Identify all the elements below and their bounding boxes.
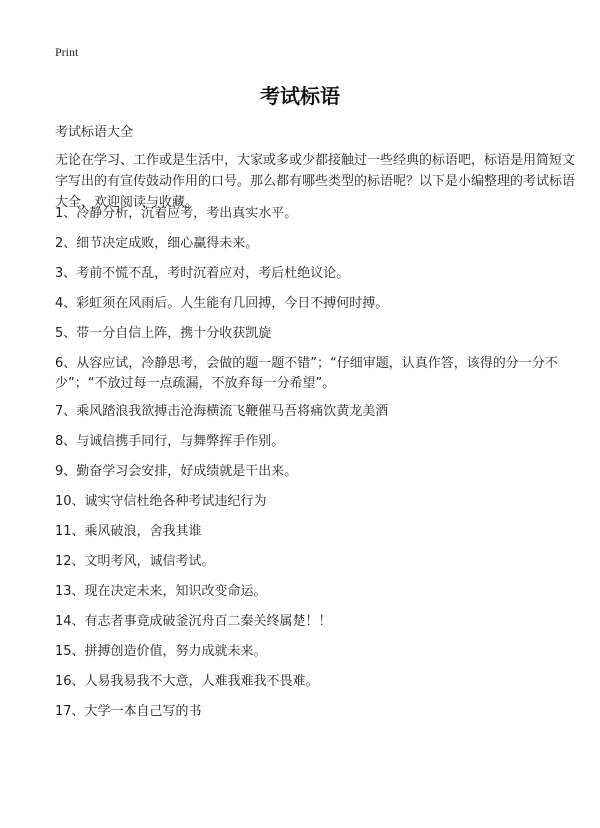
list-item: 3、考前不慌不乱，考时沉着应对，考后杜绝议论。 [55,266,350,281]
list-item: 7、乘风踏浪我欲搏击沧海横流飞鞭催马吾将痛饮黄龙美酒 [55,404,389,419]
list-item: 12、文明考风，诚信考试。 [55,554,215,569]
list-item: 11、乘风破浪，舍我其谁 [55,524,202,539]
list-item: 5、带一分自信上阵，携十分收获凯旋 [55,326,272,341]
list-item: 1、冷静分析，沉着应考，考出真实水平。 [55,206,298,221]
list-item: 4、彩虹须在风雨后。人生能有几回搏，今日不搏何时搏。 [55,296,389,311]
list-item: 14、有志者事竟成破釜沉舟百二秦关终属楚！！ [55,614,332,629]
list-item: 15、拼搏创造价值，努力成就未来。 [55,644,267,659]
slogan-list [55,204,575,732]
list-item: 8、与诚信携手同行，与舞弊挥手作别。 [55,434,285,449]
list-item: 13、现在决定未来，知识改变命运。 [55,584,267,599]
list-item: 6、从容应试，冷静思考，会做的题一题不错”；“仔细审题，认真作答，该得的分一分不少”；“不放过每一点疏漏，不放弃每一分希望”。 [55,356,558,391]
list-item: 16、人易我易我不大意，人难我难我不畏难。 [55,674,319,689]
list-item: 2、细节决定成败，细心赢得未来。 [55,236,259,251]
page-title: 考试标语 [260,84,340,108]
list-item: 10、诚实守信杜绝各种考试违纪行为 [55,494,267,509]
list-item: 9、勤奋学习会安排，好成绩就是干出来。 [55,464,298,479]
page-subtitle: 考试标语大全 [55,125,134,140]
list-item: 17、大学一本自己写的书 [55,704,202,719]
intro-paragraph: 无论在学习、工作或是生活中，大家或多或少都接触过一些经典的标语吧，标语是用简短文字写出的有宣传鼓动作用的口号。那么都有哪些类型的标语呢？以下是小编整理的考试标语大全，欢迎阅读与收藏。 [55,153,576,210]
print-link[interactable]: Print [55,45,79,59]
